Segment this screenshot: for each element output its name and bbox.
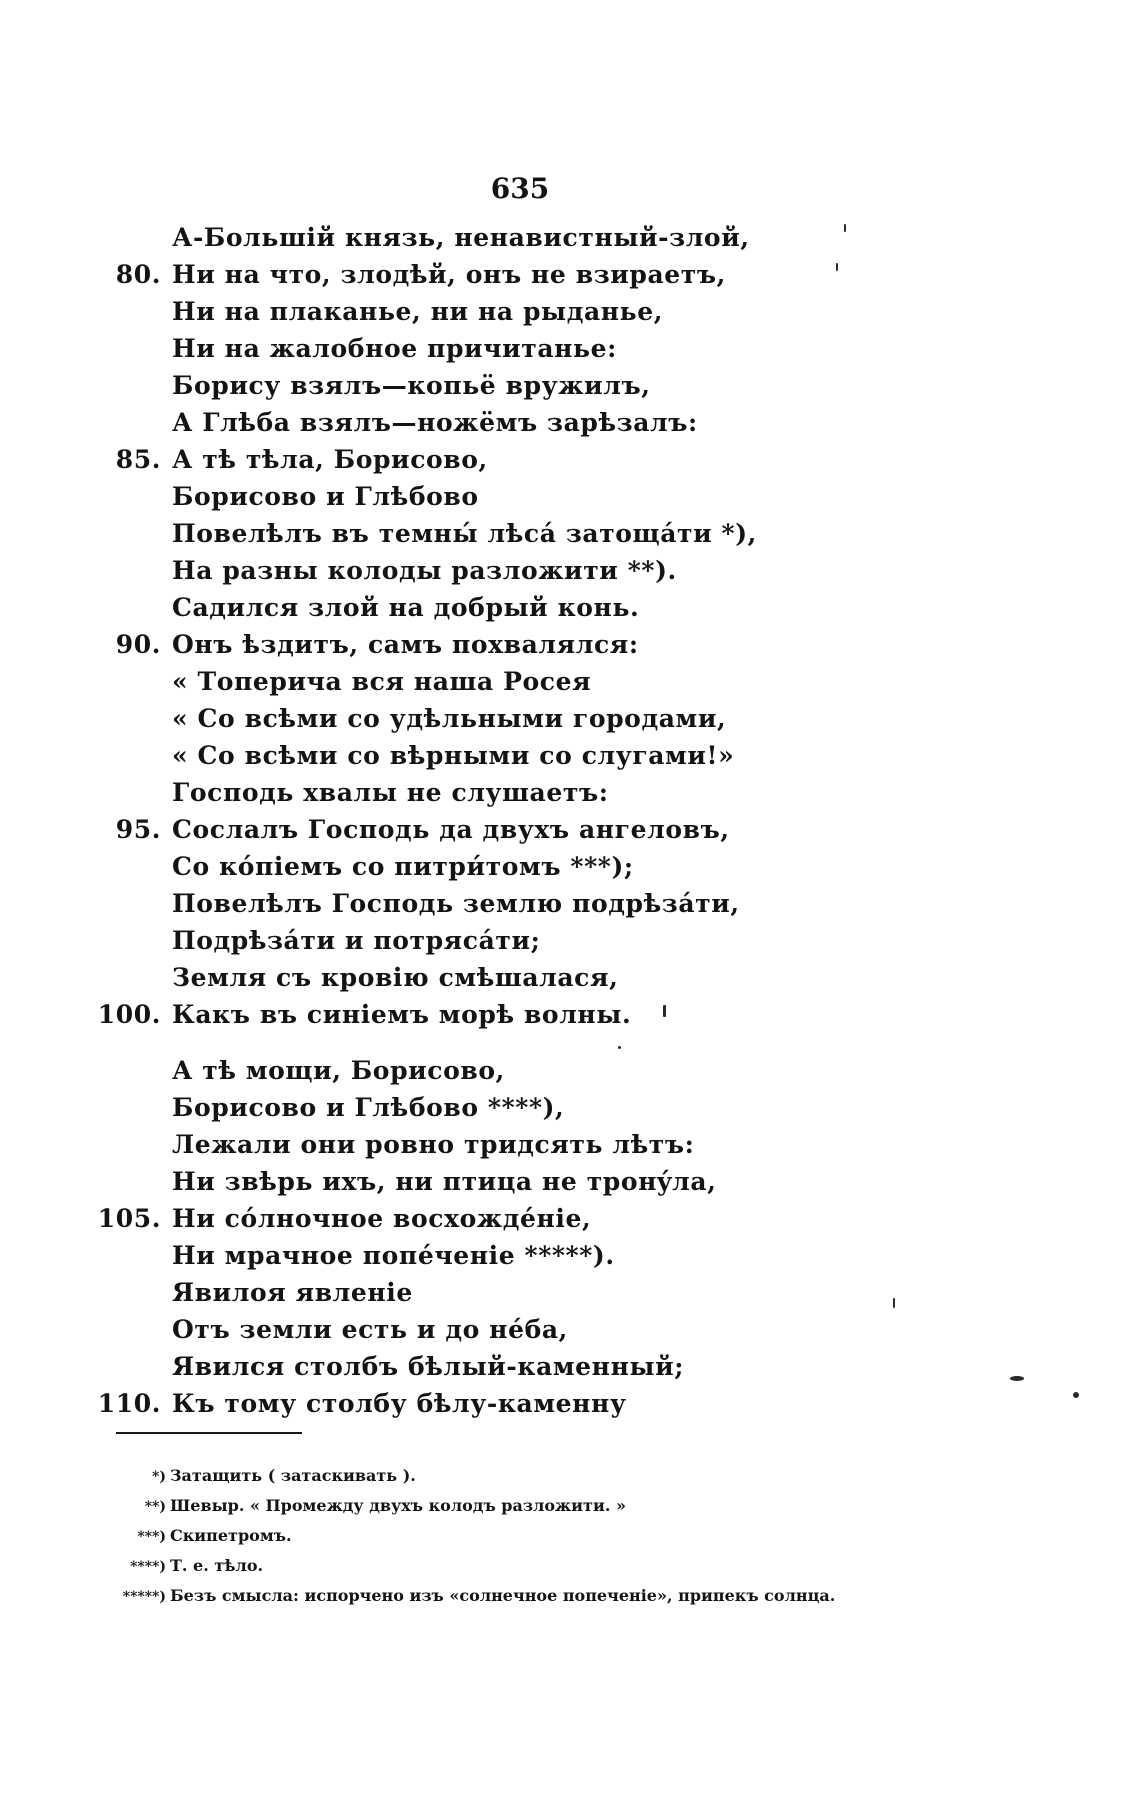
- verse-text: Земля съ кровію смѣшалася,: [172, 963, 619, 992]
- footnote-divider: [116, 1432, 302, 1434]
- verse-text: А Глѣба взялъ—ножёмъ зарѣзалъ:: [172, 408, 698, 437]
- line-number: 105.: [97, 1204, 161, 1233]
- verse-line: [0, 408, 698, 446]
- verse-text: Явилоя явленіе: [172, 1278, 413, 1307]
- scan-speck: [618, 1046, 621, 1049]
- verse-line: [0, 630, 639, 668]
- verse-text: Борису взялъ—копьё вружилъ,: [172, 371, 651, 400]
- page-number: 635: [490, 172, 550, 205]
- verse-line: [0, 371, 651, 409]
- scan-speck: [1010, 1376, 1024, 1381]
- verse-line: [0, 1000, 631, 1038]
- scan-speck: [893, 1298, 895, 1308]
- line-number: 85.: [115, 445, 161, 474]
- footnote: [0, 1586, 835, 1605]
- verse-line: [0, 852, 634, 890]
- verse-text: « Со всѣми со удѣльными городами,: [172, 704, 727, 733]
- verse-text: А тѣ мощи, Борисово,: [172, 1056, 505, 1085]
- verse-line: [0, 1389, 627, 1427]
- verse-line: [0, 260, 726, 298]
- verse-text: На разны колоды разложити **).: [172, 556, 677, 585]
- verse-text: Ни мрачное попе́ченіе *****).: [172, 1241, 615, 1270]
- verse-text: А-Большій князь, ненавистный-злой,: [172, 223, 750, 252]
- line-number: 80.: [115, 260, 161, 289]
- verse-text: Садился злой на добрый конь.: [172, 593, 640, 622]
- verse-text: Борисово и Глѣбово ****),: [172, 1093, 565, 1122]
- verse-text: Подрѣзáти и потрясáти;: [172, 926, 541, 955]
- footnote-mark: **): [144, 1499, 166, 1515]
- verse-line: [0, 297, 663, 335]
- verse-text: Сослалъ Господь да двухъ ангеловъ,: [172, 815, 730, 844]
- verse-text: Со ко́піемъ со питри́томъ ***);: [172, 852, 634, 881]
- verse-line: [0, 482, 479, 520]
- scan-speck: [844, 224, 846, 232]
- line-number: 90.: [115, 630, 161, 659]
- verse-line: [0, 889, 740, 927]
- verse-line: [0, 1278, 413, 1316]
- verse-line: [0, 815, 730, 853]
- verse-line: [0, 667, 591, 705]
- verse-line: [0, 1056, 505, 1094]
- footnote-mark: ****): [130, 1559, 166, 1575]
- footnote: [0, 1496, 626, 1515]
- verse-text: Ни на что, злодѣй, онъ не взираетъ,: [172, 260, 726, 289]
- verse-line: [0, 445, 488, 483]
- footnote-mark: *****): [122, 1589, 166, 1605]
- scan-speck: [663, 1005, 666, 1017]
- footnote: [0, 1526, 292, 1545]
- verse-line: [0, 519, 757, 557]
- verse-line: [0, 1093, 564, 1131]
- footnote-text: Безъ смысла: испорчено изъ «солнечное попеченіе», припекъ солнца.: [170, 1586, 836, 1605]
- verse-text: Какъ въ синіемъ морѣ волны.: [172, 1000, 632, 1029]
- verse-line: [0, 223, 750, 261]
- verse-line: [0, 741, 734, 779]
- verse-text: Отъ земли есть и до нéба,: [172, 1315, 568, 1344]
- verse-text: Ни на жалобное причитанье:: [172, 334, 617, 363]
- footnote-text: Шевыр. « Промежду двухъ колодъ разложити. »: [170, 1496, 626, 1515]
- scan-speck: [836, 263, 838, 271]
- footnote-text: Скипетромъ.: [170, 1526, 292, 1545]
- verse-line: [0, 704, 726, 742]
- footnote-text: Затащить ( затаскивать ).: [170, 1466, 416, 1485]
- verse-line: [0, 1204, 591, 1242]
- verse-text: Ни на плаканье, ни на рыданье,: [172, 297, 664, 326]
- scan-speck: [1073, 1392, 1079, 1398]
- verse-text: Повелѣлъ Господь землю подрѣзáти,: [172, 889, 740, 918]
- verse-text: Явился столбъ бѣлый-каменный;: [172, 1352, 685, 1381]
- verse-line: [0, 926, 540, 964]
- line-number: 110.: [97, 1389, 161, 1418]
- verse-text: Господь хвалы не слушаетъ:: [172, 778, 609, 807]
- verse-text: Онъ ѣздитъ, самъ похвалялся:: [172, 630, 639, 659]
- verse-text: Къ тому столбу бѣлу-каменну: [172, 1389, 627, 1418]
- verse-text: « Со всѣми со вѣрными со слугами!»: [172, 741, 735, 770]
- verse-line: [0, 556, 677, 594]
- verse-line: [0, 1241, 615, 1279]
- verse-text: Борисово и Глѣбово: [172, 482, 479, 511]
- verse-text: Ни со́лночное восхожде́ніе,: [172, 1204, 592, 1233]
- line-number: 100.: [97, 1000, 161, 1029]
- verse-line: [0, 1352, 684, 1390]
- verse-text: Ни звѣрь ихъ, ни птица не тронýла,: [172, 1167, 717, 1196]
- verse-line: [0, 1130, 694, 1168]
- footnote: [0, 1556, 263, 1575]
- verse-line: [0, 593, 639, 631]
- verse-text: Повелѣлъ въ темны́ лѣса́ затощáти *),: [172, 519, 757, 548]
- verse-text: А тѣ тѣла, Борисово,: [172, 445, 488, 474]
- line-number: 95.: [115, 815, 161, 844]
- verse-text: Лежали они ровно тридсять лѣтъ:: [172, 1130, 695, 1159]
- verse-text: « Топерича вся наша Росея: [172, 667, 592, 696]
- verse-line: [0, 963, 618, 1001]
- verse-line: [0, 1167, 717, 1205]
- footnote-mark: *): [152, 1469, 166, 1485]
- verse-line: [0, 334, 617, 372]
- footnote: [0, 1466, 416, 1485]
- footnote-text: Т. е. тѣло.: [170, 1556, 264, 1575]
- footnote-mark: ***): [137, 1529, 166, 1545]
- verse-line: [0, 1315, 568, 1353]
- verse-line: [0, 778, 609, 816]
